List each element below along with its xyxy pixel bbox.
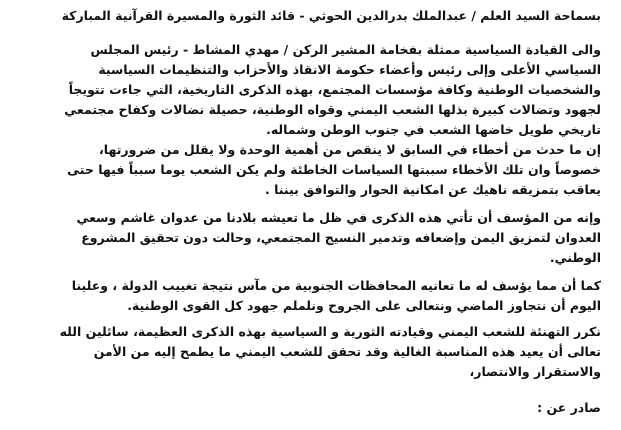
paragraph-line: السياسي الأعلى وإلى رئيس وأعضاء حكومة الانقاذ والأحزاب والتنظيمات السياسية: [98, 62, 601, 77]
paragraph-aggression: [76, 208, 601, 268]
paragraph-line: الوطني.: [549, 250, 601, 265]
signoff: [537, 398, 601, 418]
paragraph-southern-governorates: [72, 276, 601, 316]
paragraph-closing-wishes: [60, 322, 601, 382]
paragraph-line: خصوصاً وان تلك الأخطاء سببتها السياسات الخاطئة ولم يكن الشعب يوما سبباً فيها حتى: [67, 162, 601, 177]
paragraph-line: تعالى أن يعيد هذه المناسبة الغالية وقد تحقق للشعب اليمني ما يطمح إليه من الأمن: [93, 344, 601, 359]
signoff-label: صادر عن :: [537, 400, 601, 415]
paragraph-line: وإنه من المؤسف أن تأتي هذه الذكرى في ظل ما تعيشه بلادنا من عدوان غاشم وسعي: [76, 210, 601, 225]
paragraph-line: والاستقرار والانتصار،: [469, 364, 601, 379]
paragraph-line: تاريخي طويل خاضها الشعب في جنوب الوطن وشماله.: [266, 122, 601, 137]
paragraph-line: والى القيادة السياسية ممثلة بفخامة المشير الركن / مهدي المشاط - رئيس المجلس: [90, 42, 601, 57]
paragraph-line: نكرر التهنئة للشعب اليمني وقيادته الثورية و السياسية بهذه الذكرى العظيمة، سائلين الله: [59, 324, 601, 339]
paragraph-line: اليوم أن نتجاوز الماضي ونتعالى على الجروح ونلملم جهود كل القوى الوطنية.: [127, 298, 601, 313]
paragraph-past-mistakes: [67, 140, 601, 200]
paragraph-line: إن ما حدث من أخطاء في السابق لا ينقص من أهمية الوحدة ولا يقلل من ضرورتها،: [99, 142, 601, 157]
paragraph-line: والشخصيات الوطنية وكافة مؤسسات المجتمع، بهذه الذكرى التاريخية، التي جاءت تتويجاً: [68, 82, 601, 97]
header-line-paragraph: [62, 6, 601, 26]
paragraph-line: يعاقب بتمزيقه ناهيك عن امكانية الحوار والتوافق بيننا .: [264, 182, 601, 197]
header-line: بسماحة السيد العلم / عبدالملك بدرالدين الحوثي - قائد الثورة والمسيرة القرآنية المباركة: [61, 8, 601, 23]
paragraph-line: كما أن مما يؤسف له ما تعانيه المحافظات الجنوبية من مآس نتيجة تغييب الدولة ، وعلينا: [71, 278, 601, 293]
paragraph-line: لجهود وتضالات كبيرة بذلها الشعب اليمني وقواه الوطنية، حصيلة نضالات وكفاح مجتمعي: [64, 102, 601, 117]
paragraph-line: العدوان لتمزيق اليمن وإضعافه وتدمير النسيج المجتمعي، وحالت دون تحقيق المشروع: [81, 230, 601, 245]
paragraph-congratulations: [64, 40, 601, 140]
